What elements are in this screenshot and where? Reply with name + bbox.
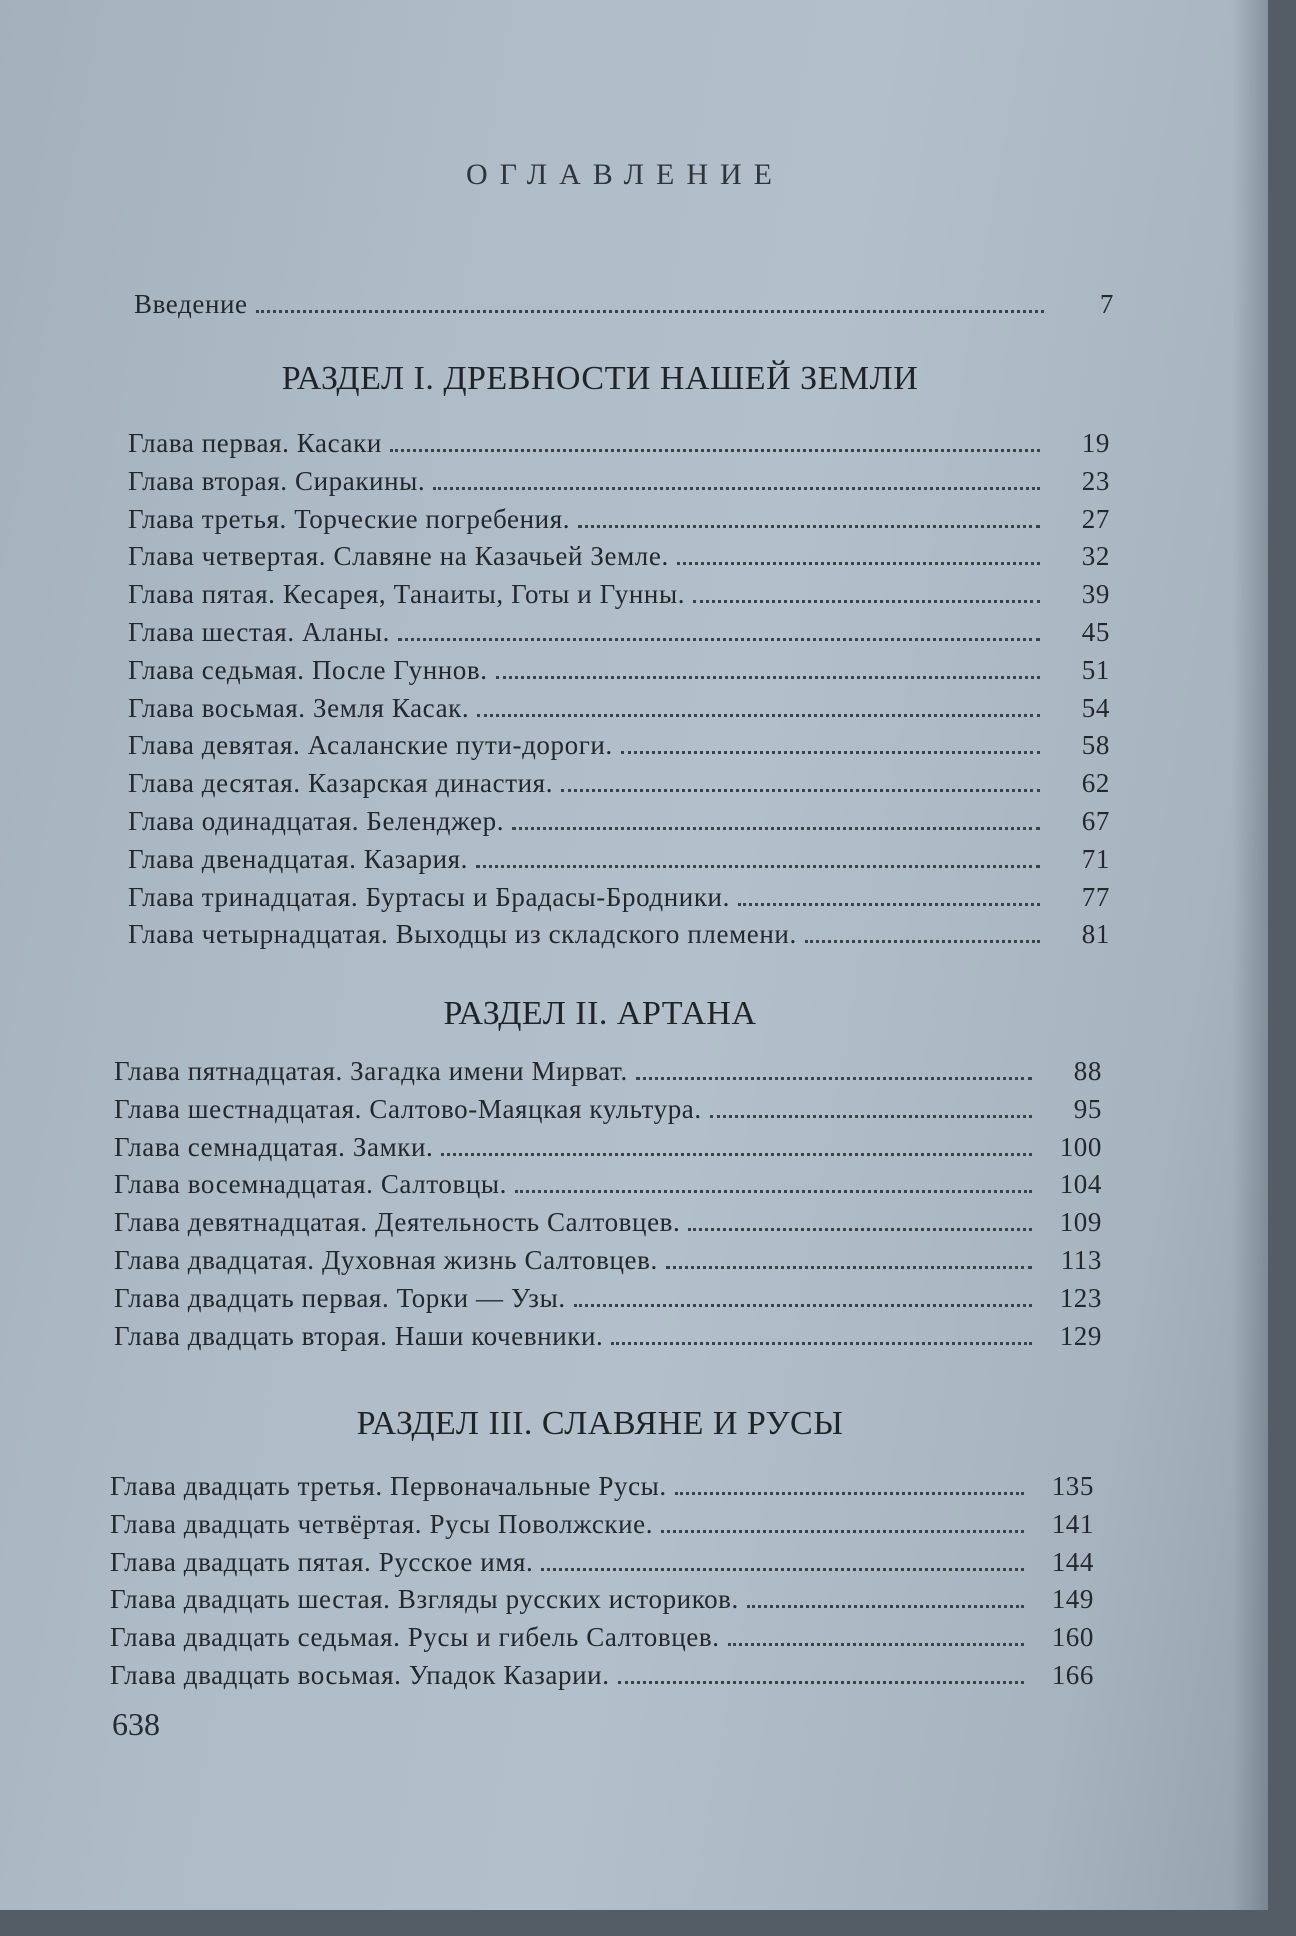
toc-row <box>110 1654 1094 1692</box>
toc-page-number: 135 <box>1051 1471 1094 1501</box>
toc-page-number: 113 <box>1060 1244 1102 1275</box>
toc-row <box>114 1050 1102 1088</box>
toc-row <box>128 535 1110 573</box>
toc-row <box>110 1578 1094 1616</box>
toc-row <box>128 724 1110 762</box>
toc-page-number: 58 <box>1081 730 1110 761</box>
toc-row <box>128 649 1110 687</box>
toc-page-number: 149 <box>1051 1584 1094 1615</box>
section-heading-1: РАЗДЕЛ I. ДРЕВНОСТИ НАШЕЙ ЗЕМЛИ <box>281 360 919 397</box>
dot-leader <box>476 838 1040 868</box>
toc-label: Глава тринадцатая. Буртасы и Брадасы-Бродники. <box>128 881 730 912</box>
toc-page-number: 104 <box>1059 1169 1102 1200</box>
toc-row <box>114 1277 1102 1315</box>
toc-label: Глава четвертая. Славяне на Казачьей Земле. <box>128 541 669 572</box>
toc-row <box>110 1541 1094 1579</box>
section-1-entries <box>128 422 1110 951</box>
toc-row <box>114 1126 1102 1164</box>
dot-leader <box>621 724 1040 754</box>
toc-page-number: 71 <box>1081 843 1110 874</box>
toc-label: Глава двадцатая. Духовная жизнь Салтовцев. <box>114 1244 658 1275</box>
toc-label: Глава одинадцатая. Беленджер. <box>128 805 505 836</box>
dot-leader <box>433 460 1040 490</box>
toc-page-number: 51 <box>1081 654 1110 685</box>
toc-row <box>128 838 1110 876</box>
toc-label: Глава двадцать четвёртая. Русы Поволжские. <box>110 1508 654 1539</box>
toc-row <box>128 573 1110 611</box>
dot-leader <box>512 800 1040 830</box>
dot-leader <box>677 535 1040 565</box>
section-2-entries <box>114 1050 1102 1352</box>
intro-entry <box>134 283 1114 321</box>
toc-label: Глава четырнадцатая. Выходцы из складского племени. <box>128 919 797 950</box>
toc-label: Глава двадцать шестая. Взгляды русских историков. <box>110 1584 739 1615</box>
toc-page-number: 32 <box>1081 541 1110 572</box>
toc-page-number: 109 <box>1059 1207 1102 1238</box>
page-number: 638 <box>112 1706 160 1742</box>
dot-leader <box>728 1616 1024 1646</box>
section-heading-2: РАЗДЕЛ II. АРТАНА <box>443 995 757 1032</box>
toc-page-number: 23 <box>1081 465 1110 496</box>
toc-page-number: 166 <box>1051 1659 1094 1690</box>
toc-page-number: 77 <box>1081 881 1110 912</box>
toc-label: Глава семнадцатая. Замки. <box>114 1131 434 1162</box>
toc-label: Глава двадцать вторая. Наши кочевники. <box>114 1320 604 1351</box>
toc-page-number: 7 <box>1099 289 1114 319</box>
toc-row <box>128 762 1110 800</box>
toc-label: Глава двадцать третья. Первоначальные Русы. <box>110 1471 667 1501</box>
toc-row <box>114 1315 1102 1353</box>
toc-page-number: 39 <box>1081 579 1110 610</box>
toc-label: Глава двенадцатая. Казария. <box>128 843 469 874</box>
dot-leader <box>805 913 1040 943</box>
toc-page-number: 27 <box>1081 503 1110 534</box>
dot-leader <box>693 573 1040 603</box>
toc-row <box>110 1503 1094 1541</box>
toc-label: Глава восьмая. Земля Касак. <box>128 692 470 723</box>
toc-label: Глава пятая. Кесарея, Танаиты, Готы и Гунны. <box>128 579 686 610</box>
dot-leader <box>611 1315 1032 1345</box>
toc-label: Глава седьмая. После Гуннов. <box>128 654 488 685</box>
toc-label: Глава девятнадцатая. Деятельность Салтовцев. <box>114 1207 681 1238</box>
dot-leader <box>618 1654 1024 1684</box>
dot-leader <box>541 1541 1024 1571</box>
toc-label: Глава девятая. Асаланские пути-дороги. <box>128 730 613 761</box>
dot-leader <box>256 283 1044 313</box>
toc-label: Глава двадцать восьмая. Упадок Казарии. <box>110 1659 610 1690</box>
dot-leader <box>578 498 1040 528</box>
toc-row <box>110 1616 1094 1654</box>
toc-label: Глава двадцать седьмая. Русы и гибель Салтовцев. <box>110 1622 720 1653</box>
dot-leader <box>710 1088 1032 1118</box>
toc-label: Глава восемнадцатая. Салтовцы. <box>114 1169 507 1200</box>
toc-label: Глава двадцать первая. Торки — Узы. <box>114 1282 566 1313</box>
toc-label: Глава десятая. Казарская династия. <box>128 768 554 799</box>
toc-page-number: 141 <box>1051 1508 1094 1539</box>
toc-row <box>114 1239 1102 1277</box>
dot-leader <box>738 876 1040 906</box>
toc-label: Глава двадцать пятая. Русское имя. <box>110 1546 534 1577</box>
dot-leader <box>561 762 1040 792</box>
dot-leader <box>398 611 1040 641</box>
toc-label: Глава шестнадцатая. Салтово-Маяцкая культура. <box>114 1093 702 1124</box>
toc-row <box>128 876 1110 914</box>
dot-leader <box>688 1201 1032 1231</box>
toc-row <box>128 498 1110 536</box>
toc-row <box>128 611 1110 649</box>
toc-page-number: 54 <box>1081 692 1110 723</box>
toc-label: Глава первая. Касаки <box>128 428 382 458</box>
section-3-entries <box>110 1465 1094 1692</box>
toc-label: Введение <box>134 289 248 319</box>
toc-label: Глава третья. Торческие погребения. <box>128 503 571 534</box>
toc-row <box>128 687 1110 725</box>
toc-row <box>128 460 1110 498</box>
dot-leader <box>477 687 1040 717</box>
toc-page-number: 129 <box>1059 1320 1102 1351</box>
toc-row <box>128 800 1110 838</box>
section-heading-3: РАЗДЕЛ III. СЛАВЯНЕ И РУСЫ <box>356 1405 844 1442</box>
toc-label: Глава шестая. Аланы. <box>128 616 390 647</box>
toc-row <box>114 1163 1102 1201</box>
toc-row <box>110 1465 1094 1503</box>
toc-page-number: 95 <box>1073 1093 1102 1124</box>
dot-leader <box>574 1277 1032 1307</box>
toc-row <box>128 422 1110 460</box>
toc-label: Глава пятнадцатая. Загадка имени Мирват. <box>114 1056 628 1086</box>
dot-leader <box>666 1239 1032 1269</box>
toc-label: Глава вторая. Сиракины. <box>128 465 426 496</box>
dot-leader <box>515 1163 1032 1193</box>
toc-page-number: 67 <box>1081 805 1110 836</box>
toc-page-number: 19 <box>1081 428 1110 458</box>
toc-page-number: 160 <box>1051 1622 1094 1653</box>
toc-page-number: 88 <box>1073 1056 1102 1086</box>
dot-leader <box>441 1126 1032 1156</box>
dot-leader <box>390 422 1040 452</box>
toc-row <box>114 1088 1102 1126</box>
toc-page-number: 144 <box>1051 1546 1094 1577</box>
page-title: ОГЛАВЛЕНИЕ <box>466 158 784 191</box>
toc-page-number: 123 <box>1059 1282 1102 1313</box>
dot-leader <box>747 1578 1024 1608</box>
toc-row <box>134 283 1114 321</box>
toc-page-number: 81 <box>1081 919 1110 950</box>
dot-leader <box>636 1050 1032 1080</box>
toc-page-number: 62 <box>1081 768 1110 799</box>
dot-leader <box>675 1465 1024 1495</box>
toc-row <box>128 913 1110 951</box>
toc-page-number: 100 <box>1059 1131 1102 1162</box>
dot-leader <box>661 1503 1024 1533</box>
dot-leader <box>496 649 1040 679</box>
toc-page-number: 45 <box>1081 616 1110 647</box>
toc-row <box>114 1201 1102 1239</box>
